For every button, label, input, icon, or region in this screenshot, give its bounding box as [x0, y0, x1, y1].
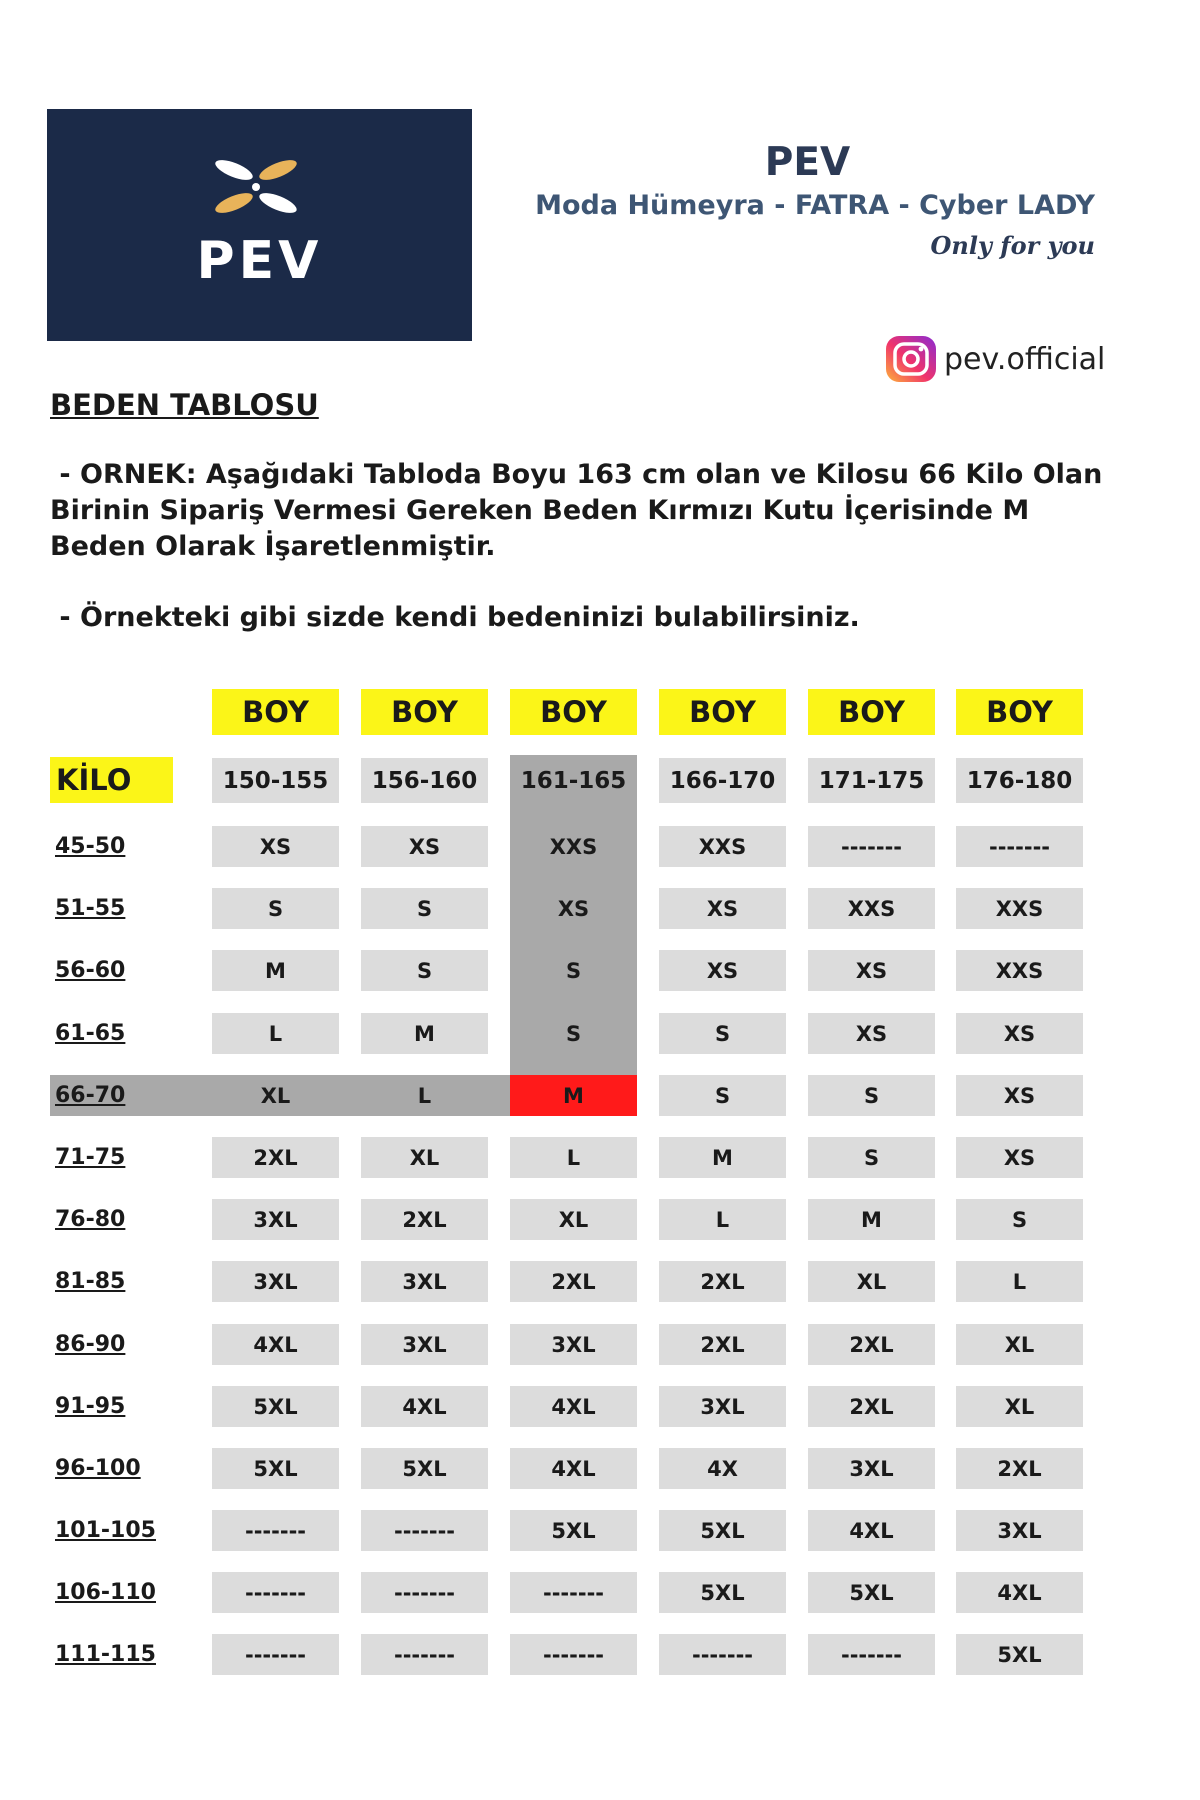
size-cell: -------: [361, 1510, 488, 1551]
size-cell: XS: [557, 896, 590, 921]
size-cell: 4XL: [510, 1448, 637, 1489]
size-cell: 5XL: [808, 1572, 935, 1613]
size-cell: 5XL: [659, 1572, 786, 1613]
weight-label: 56-60: [55, 958, 126, 983]
size-cell: S: [565, 958, 582, 983]
size-cell: XS: [956, 1137, 1083, 1178]
weight-label: 91-95: [55, 1394, 126, 1419]
size-cell: 3XL: [510, 1324, 637, 1365]
weight-label: 106-110: [55, 1580, 156, 1605]
brand-tagline: Only for you: [930, 231, 1095, 260]
weight-label: 86-90: [55, 1332, 126, 1357]
size-cell: -------: [212, 1510, 339, 1551]
size-cell: XXS: [808, 888, 935, 929]
height-range: 176-180: [956, 758, 1083, 803]
boy-header: BOY: [808, 689, 935, 735]
height-range: 156-160: [361, 758, 488, 803]
size-cell: -------: [956, 826, 1083, 867]
flower-logo-icon: [211, 157, 301, 219]
size-cell: XS: [956, 1013, 1083, 1054]
size-cell: 5XL: [659, 1510, 786, 1551]
size-cell: 2XL: [659, 1261, 786, 1302]
size-cell: L: [510, 1137, 637, 1178]
size-cell: 2XL: [808, 1324, 935, 1365]
boy-header: BOY: [212, 689, 339, 735]
size-cell: XXS: [956, 950, 1083, 991]
size-cell: S: [808, 1075, 935, 1116]
height-range: 166-170: [659, 758, 786, 803]
size-cell: 3XL: [361, 1261, 488, 1302]
weight-label: 111-115: [55, 1642, 156, 1667]
size-cell: 4XL: [808, 1510, 935, 1551]
size-cell: S: [361, 888, 488, 929]
instagram-handle: pev.official: [944, 341, 1106, 377]
size-cell: 5XL: [510, 1510, 637, 1551]
size-cell: 5XL: [212, 1448, 339, 1489]
size-cell: -------: [808, 1634, 935, 1675]
size-cell: -------: [510, 1634, 637, 1675]
weight-label: 45-50: [55, 834, 126, 859]
instagram-icon: [884, 335, 938, 383]
page-title: BEDEN TABLOSU: [50, 388, 319, 422]
size-cell: 2XL: [361, 1199, 488, 1240]
weight-label: 96-100: [55, 1456, 141, 1481]
size-cell: M: [808, 1199, 935, 1240]
size-cell: XS: [659, 888, 786, 929]
size-cell: XS: [956, 1075, 1083, 1116]
size-cell: 3XL: [659, 1386, 786, 1427]
size-cell: 2XL: [956, 1448, 1083, 1489]
boy-header: BOY: [361, 689, 488, 735]
size-cell: XL: [510, 1199, 637, 1240]
weight-label: 101-105: [55, 1518, 156, 1543]
size-cell: -------: [659, 1634, 786, 1675]
weight-label: 66-70: [55, 1083, 126, 1108]
size-cell: XS: [808, 1013, 935, 1054]
weight-label: 61-65: [55, 1021, 126, 1046]
size-cell: 3XL: [212, 1199, 339, 1240]
size-cell: M: [659, 1137, 786, 1178]
size-cell: S: [565, 1021, 582, 1046]
size-cell: -------: [212, 1634, 339, 1675]
kilo-header: KİLO: [50, 757, 173, 803]
size-cell: 4X: [659, 1448, 786, 1489]
weight-label: 81-85: [55, 1269, 126, 1294]
size-cell: XL: [808, 1261, 935, 1302]
example-paragraph: - ORNEK: Aşağıdaki Tabloda Boyu 163 cm olan ve Kilosu 66 Kilo Olan Birinin Sipariş Vermesi Gereken Beden Kırmızı Kutu İçerisinde M Beden Olarak İşaretlenmiştir.: [50, 459, 1112, 562]
size-cell: S: [808, 1137, 935, 1178]
size-cell: XL: [260, 1083, 291, 1108]
size-cell: -------: [361, 1572, 488, 1613]
size-cell: L: [212, 1013, 339, 1054]
size-cell: 2XL: [510, 1261, 637, 1302]
size-cell: L: [417, 1083, 432, 1108]
size-cell: 4XL: [956, 1572, 1083, 1613]
brand-name: PEV: [764, 140, 851, 185]
weight-label: 51-55: [55, 896, 126, 921]
size-cell: 4XL: [510, 1386, 637, 1427]
boy-header: BOY: [956, 689, 1083, 735]
size-cell: 4XL: [212, 1324, 339, 1365]
size-cell: S: [956, 1199, 1083, 1240]
brand-header: [520, 138, 1095, 260]
logo-text: PEV: [196, 231, 323, 291]
boy-header: BOY: [510, 689, 637, 735]
size-cell: 3XL: [956, 1510, 1083, 1551]
size-cell: S: [659, 1075, 786, 1116]
size-cell: 3XL: [808, 1448, 935, 1489]
size-cell: 5XL: [956, 1634, 1083, 1675]
size-cell: -------: [361, 1634, 488, 1675]
size-cell: XXS: [659, 826, 786, 867]
size-cell: -------: [510, 1572, 637, 1613]
size-cell: S: [212, 888, 339, 929]
height-range: 171-175: [808, 758, 935, 803]
size-cell: 4XL: [361, 1386, 488, 1427]
size-cell: XS: [361, 826, 488, 867]
size-cell: XS: [212, 826, 339, 867]
size-cell: XXS: [549, 834, 598, 859]
size-cell: M: [212, 950, 339, 991]
instagram-link[interactable]: [884, 334, 1105, 384]
size-cell: L: [956, 1261, 1083, 1302]
height-range: 150-155: [212, 758, 339, 803]
size-cell: 2XL: [808, 1386, 935, 1427]
size-cell: 2XL: [659, 1324, 786, 1365]
size-cell: 3XL: [212, 1261, 339, 1302]
size-cell: 5XL: [361, 1448, 488, 1489]
size-cell: 5XL: [212, 1386, 339, 1427]
size-cell: XL: [956, 1386, 1083, 1427]
logo: [47, 109, 472, 341]
instruction-paragraph: - Örnekteki gibi sizde kendi bedeninizi bulabilirsiniz.: [50, 602, 860, 633]
size-cell: M: [361, 1013, 488, 1054]
boy-header: BOY: [659, 689, 786, 735]
weight-label: 76-80: [55, 1207, 126, 1232]
size-cell: XXS: [956, 888, 1083, 929]
brand-subtitle: Moda Hümeyra - FATRA - Cyber LADY: [535, 190, 1095, 221]
weight-label: 71-75: [55, 1145, 126, 1170]
size-cell: XL: [361, 1137, 488, 1178]
height-range: 161-165: [520, 767, 627, 794]
size-cell: -------: [212, 1572, 339, 1613]
size-cell: XS: [659, 950, 786, 991]
size-cell: XS: [808, 950, 935, 991]
size-cell: 3XL: [361, 1324, 488, 1365]
size-cell: L: [659, 1199, 786, 1240]
size-cell: S: [659, 1013, 786, 1054]
size-cell: XL: [956, 1324, 1083, 1365]
size-cell: S: [361, 950, 488, 991]
size-cell: -------: [808, 826, 935, 867]
size-cell-marked: M: [510, 1075, 637, 1116]
size-cell: 2XL: [212, 1137, 339, 1178]
